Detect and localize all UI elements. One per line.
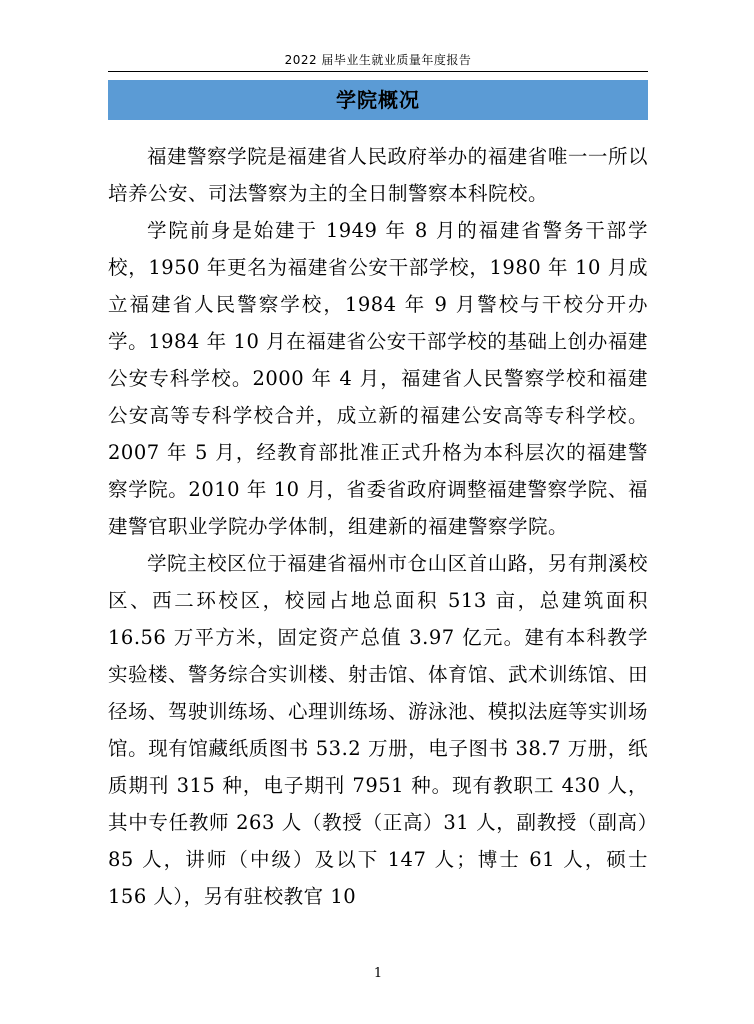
page-number: 1: [373, 966, 383, 981]
running-header: 2022 届毕业生就业质量年度报告: [284, 53, 472, 67]
header-rule: [108, 71, 648, 72]
paragraph-intro: 福建警察学院是福建省人民政府举办的福建省唯一一所以培养公安、司法警察为主的全日制警察本科院校。: [108, 145, 648, 205]
paragraph-campus: 学院主校区位于福建省福州市仓山区首山路，另有荆溪校区、西二环校区，校园占地总面积 513 亩，总建筑面积 16.56 万平方米，固定资产总值 3.97 亿元。建有本科教学实验楼、警务综合实训楼、射击馆、体育馆、武术训练馆、田径场、驾驶训练场、心理训练场、游泳池、模拟法庭等实训场馆。现有馆藏纸质图书 53.2 万册，电子图书 38.7 万册，纸质期刊 315 种，电子期刊 7951 种。现有教职工 430 人，其中专任教师 263 人（教授（正高）31 人，副教授（副高）85 人，讲师（中级）及以下 147 人；博士 61 人，硕士 156 人），另有驻校教官 10: [108, 552, 649, 908]
section-title: 学院概况: [108, 80, 648, 120]
paragraph-history: 学院前身是始建于 1949 年 8 月的福建省警务干部学校，1950 年更名为福建省公安干部学校，1980 年 10 月成立福建省人民警察学校，1984 年 9 月警校与干校分开办学。1984 年 10 月在福建省公安干部学校的基础上创办福建公安专科学校。2000 年 4 月，福建省人民警察学校和福建公安高等专科学校合并，成立新的福建公安高等专科学校。2007 年 5 月，经教育部批准正式升格为本科层次的福建警察学院。2010 年 10 月，省委省政府调整福建警察学院、福建警官职业学院办学体制，组建新的福建警察学院。: [108, 219, 648, 538]
body-text: [108, 138, 648, 915]
